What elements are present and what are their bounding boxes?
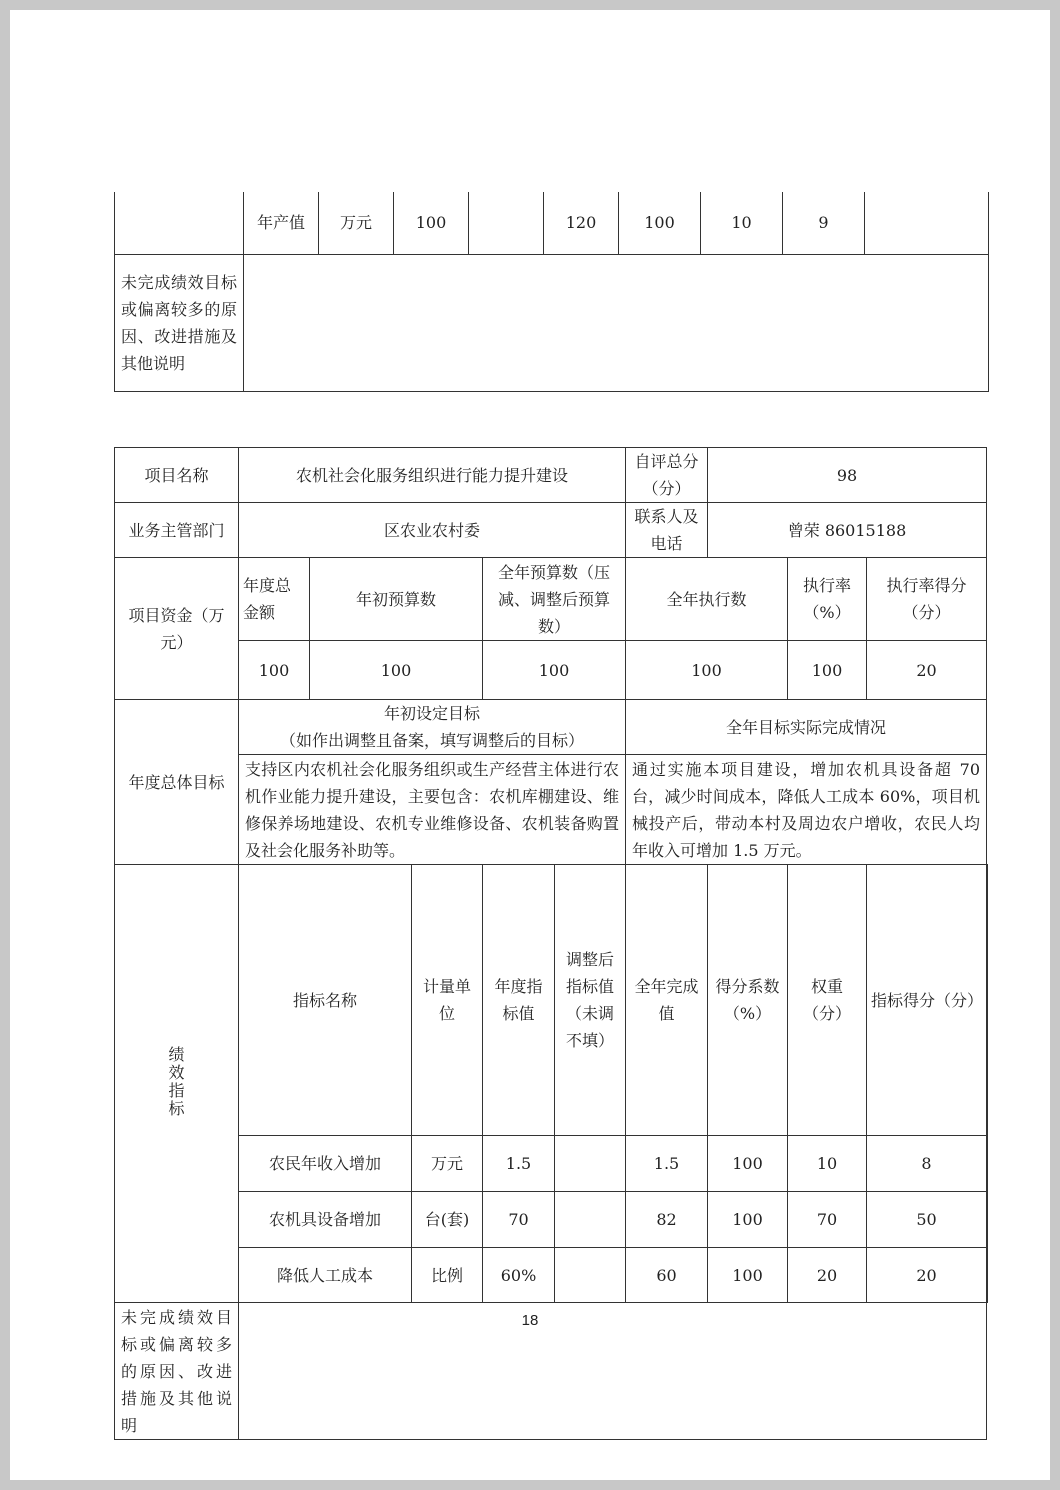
indicator-unit: 万元 — [319, 192, 394, 254]
table-row — [115, 755, 988, 865]
table-row — [115, 1248, 988, 1303]
contact: 曾荣 86015188 — [708, 503, 987, 558]
table-row — [115, 700, 988, 755]
previous-performance-table — [114, 192, 989, 392]
perf-header-unit: 计量单位 — [412, 865, 483, 1136]
indicator-weight: 10 — [701, 192, 783, 254]
table-row — [115, 1136, 988, 1192]
note-label: 未完成绩效目标或偏离较多的原因、改进措施及其他说明 — [115, 254, 244, 391]
funds-header-rate-score: 执行率得分（分） — [867, 558, 987, 641]
perf-core — [987, 1248, 988, 1303]
indicator-core — [865, 192, 989, 254]
indicator-adjusted — [469, 192, 544, 254]
note-label: 未完成绩效目标或偏离较多的原因、改进措施及其他说明 — [115, 1303, 239, 1440]
perf-core — [987, 1192, 988, 1248]
perf-coef: 100 — [708, 1136, 788, 1192]
perf-unit: 台(套) — [412, 1192, 483, 1248]
goals-actual-text: 通过实施本项目建设，增加农机具设备超 70 台，减少时间成本，降低人工成本 60%，项目机械投产后，带动本村及周边农户增收，农民人均年收入可增加 1.5 万元。 — [626, 755, 987, 865]
funds-header-total: 年度总金额 — [239, 558, 310, 641]
performance-label — [115, 865, 239, 1303]
indicator-target: 100 — [394, 192, 469, 254]
self-score-label: 自评总分（分） — [626, 448, 708, 503]
department-label: 业务主管部门 — [115, 503, 239, 558]
project-name: 农机社会化服务组织进行能力提升建设 — [239, 448, 626, 503]
perf-score: 50 — [867, 1192, 987, 1248]
perf-header-weight: 权重（分） — [788, 865, 867, 1136]
perf-unit: 比例 — [412, 1248, 483, 1303]
goals-actual-header: 全年目标实际完成情况 — [626, 700, 987, 755]
perf-score: 20 — [867, 1248, 987, 1303]
funds-executed: 100 — [626, 641, 788, 700]
perf-header-target: 年度指标值 — [483, 865, 555, 1136]
perf-target: 60% — [483, 1248, 555, 1303]
perf-score: 8 — [867, 1136, 987, 1192]
perf-header-coef: 得分系数（%） — [708, 865, 788, 1136]
funds-header-executed: 全年执行数 — [626, 558, 788, 641]
indicator-name: 年产值 — [244, 192, 319, 254]
contact-label: 联系人及电话 — [626, 503, 708, 558]
page-number: 18 — [521, 1312, 539, 1329]
funds-rate: 100 — [788, 641, 867, 700]
perf-actual: 82 — [626, 1192, 708, 1248]
goals-set-text: 支持区内农机社会化服务组织或生产经营主体进行农机作业能力提升建设，主要包含：农机库棚建设、维修保养场地建设、农机专业维修设备、农机装备购置及社会化服务补助等。 — [239, 755, 626, 865]
table-row — [115, 448, 988, 503]
table-row — [115, 503, 988, 558]
perf-weight: 70 — [788, 1192, 867, 1248]
perf-coef: 100 — [708, 1192, 788, 1248]
table-row — [115, 865, 988, 1136]
table-row — [115, 641, 988, 700]
perf-header-score: 指标得分（分） — [867, 865, 987, 1136]
indicator-actual: 120 — [544, 192, 619, 254]
perf-header-actual: 全年完成值 — [626, 865, 708, 1136]
perf-header-adjusted: 调整后指标值（未调不填） — [555, 865, 626, 1136]
indicator-coefficient: 100 — [619, 192, 701, 254]
perf-adjusted — [555, 1248, 626, 1303]
funds-adjusted: 100 — [483, 641, 626, 700]
project-self-evaluation-table — [114, 447, 988, 1440]
perf-coef: 100 — [708, 1248, 788, 1303]
goals-set-header-line2: （如作出调整且备案，填写调整后的目标） — [279, 731, 584, 750]
note-value — [244, 254, 989, 391]
perf-header-core — [987, 865, 988, 1136]
funds-header-initial: 年初预算数 — [310, 558, 483, 641]
self-score: 98 — [708, 448, 987, 503]
perf-name: 降低人工成本 — [239, 1248, 412, 1303]
funds-header-rate: 执行率（%） — [788, 558, 867, 641]
perf-adjusted — [555, 1136, 626, 1192]
funds-label: 项目资金（万元） — [115, 558, 239, 700]
performance-label-text: 绩效指标 — [168, 1044, 185, 1118]
funds-total: 100 — [239, 641, 310, 700]
table-row — [115, 1192, 988, 1248]
goals-label: 年度总体目标 — [115, 700, 239, 865]
perf-header-name: 指标名称 — [239, 865, 412, 1136]
document-page — [10, 10, 1050, 1480]
perf-weight: 10 — [788, 1136, 867, 1192]
table-row — [115, 558, 988, 641]
department: 区农业农村委 — [239, 503, 626, 558]
table-row — [115, 254, 989, 391]
goals-set-header-line1: 年初设定目标 — [383, 704, 480, 723]
table-row — [115, 192, 989, 254]
perf-name: 农机具设备增加 — [239, 1192, 412, 1248]
perf-core — [987, 1136, 988, 1192]
perf-target: 70 — [483, 1192, 555, 1248]
perf-adjusted — [555, 1192, 626, 1248]
funds-initial: 100 — [310, 641, 483, 700]
funds-header-adjusted: 全年预算数（压减、调整后预算数） — [483, 558, 626, 641]
goals-set-header — [239, 700, 626, 755]
project-name-label: 项目名称 — [115, 448, 239, 503]
perf-unit: 万元 — [412, 1136, 483, 1192]
merged-label-cell — [115, 192, 244, 254]
perf-target: 1.5 — [483, 1136, 555, 1192]
perf-actual: 60 — [626, 1248, 708, 1303]
perf-weight: 20 — [788, 1248, 867, 1303]
perf-name: 农民年收入增加 — [239, 1136, 412, 1192]
indicator-score: 9 — [783, 192, 865, 254]
perf-actual: 1.5 — [626, 1136, 708, 1192]
funds-rate-score: 20 — [867, 641, 987, 700]
